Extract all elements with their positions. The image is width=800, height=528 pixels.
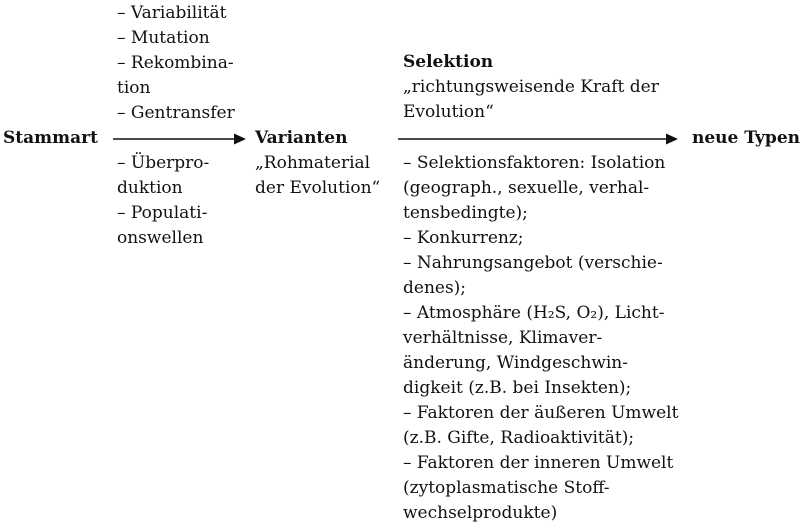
selektion-title: Selektion: [403, 52, 494, 72]
list-item: – Überpro- duktion: [117, 151, 257, 201]
list-item: – Mutation: [117, 26, 257, 51]
list-item: – Variabilität: [117, 1, 257, 26]
list-item: – Faktoren der äußeren Umwelt (z.B. Gifte, Radioaktivität);: [403, 401, 688, 451]
node-neue-typen: neue Typen: [692, 128, 800, 148]
list-item: – Selektionsfaktoren: Isolation (geograph., sexuelle, verhal- tensbedingte);: [403, 151, 688, 226]
node-stammart: Stammart: [3, 128, 98, 148]
list-item: – Faktoren der inneren Umwelt (zytoplasmatische Stoff- wechselprodukte): [403, 451, 688, 526]
selektion-description: „richtungsweisende Kraft der Evolution“: [403, 77, 659, 122]
list-item: – Rekombina- tion: [117, 51, 257, 101]
arrow-varianten-to-neue-typen: [398, 134, 678, 145]
list-item: – Gentransfer: [117, 101, 257, 126]
list-item: – Atmosphäre (H₂S, O₂), Licht- verhältnisse, Klimaver- änderung, Windgeschwin- digkeit (z.B. bei Insekten);: [403, 301, 688, 401]
list-item: – Populati- onswellen: [117, 201, 257, 251]
node-varianten: Varianten: [255, 128, 348, 148]
arrow-stammart-to-varianten: [113, 134, 246, 145]
list-item: – Konkurrenz;: [403, 226, 688, 251]
list-item: – Nahrungsangebot (verschie- denes);: [403, 251, 688, 301]
varianten-description: „Rohmaterial der Evolution“: [255, 153, 381, 198]
